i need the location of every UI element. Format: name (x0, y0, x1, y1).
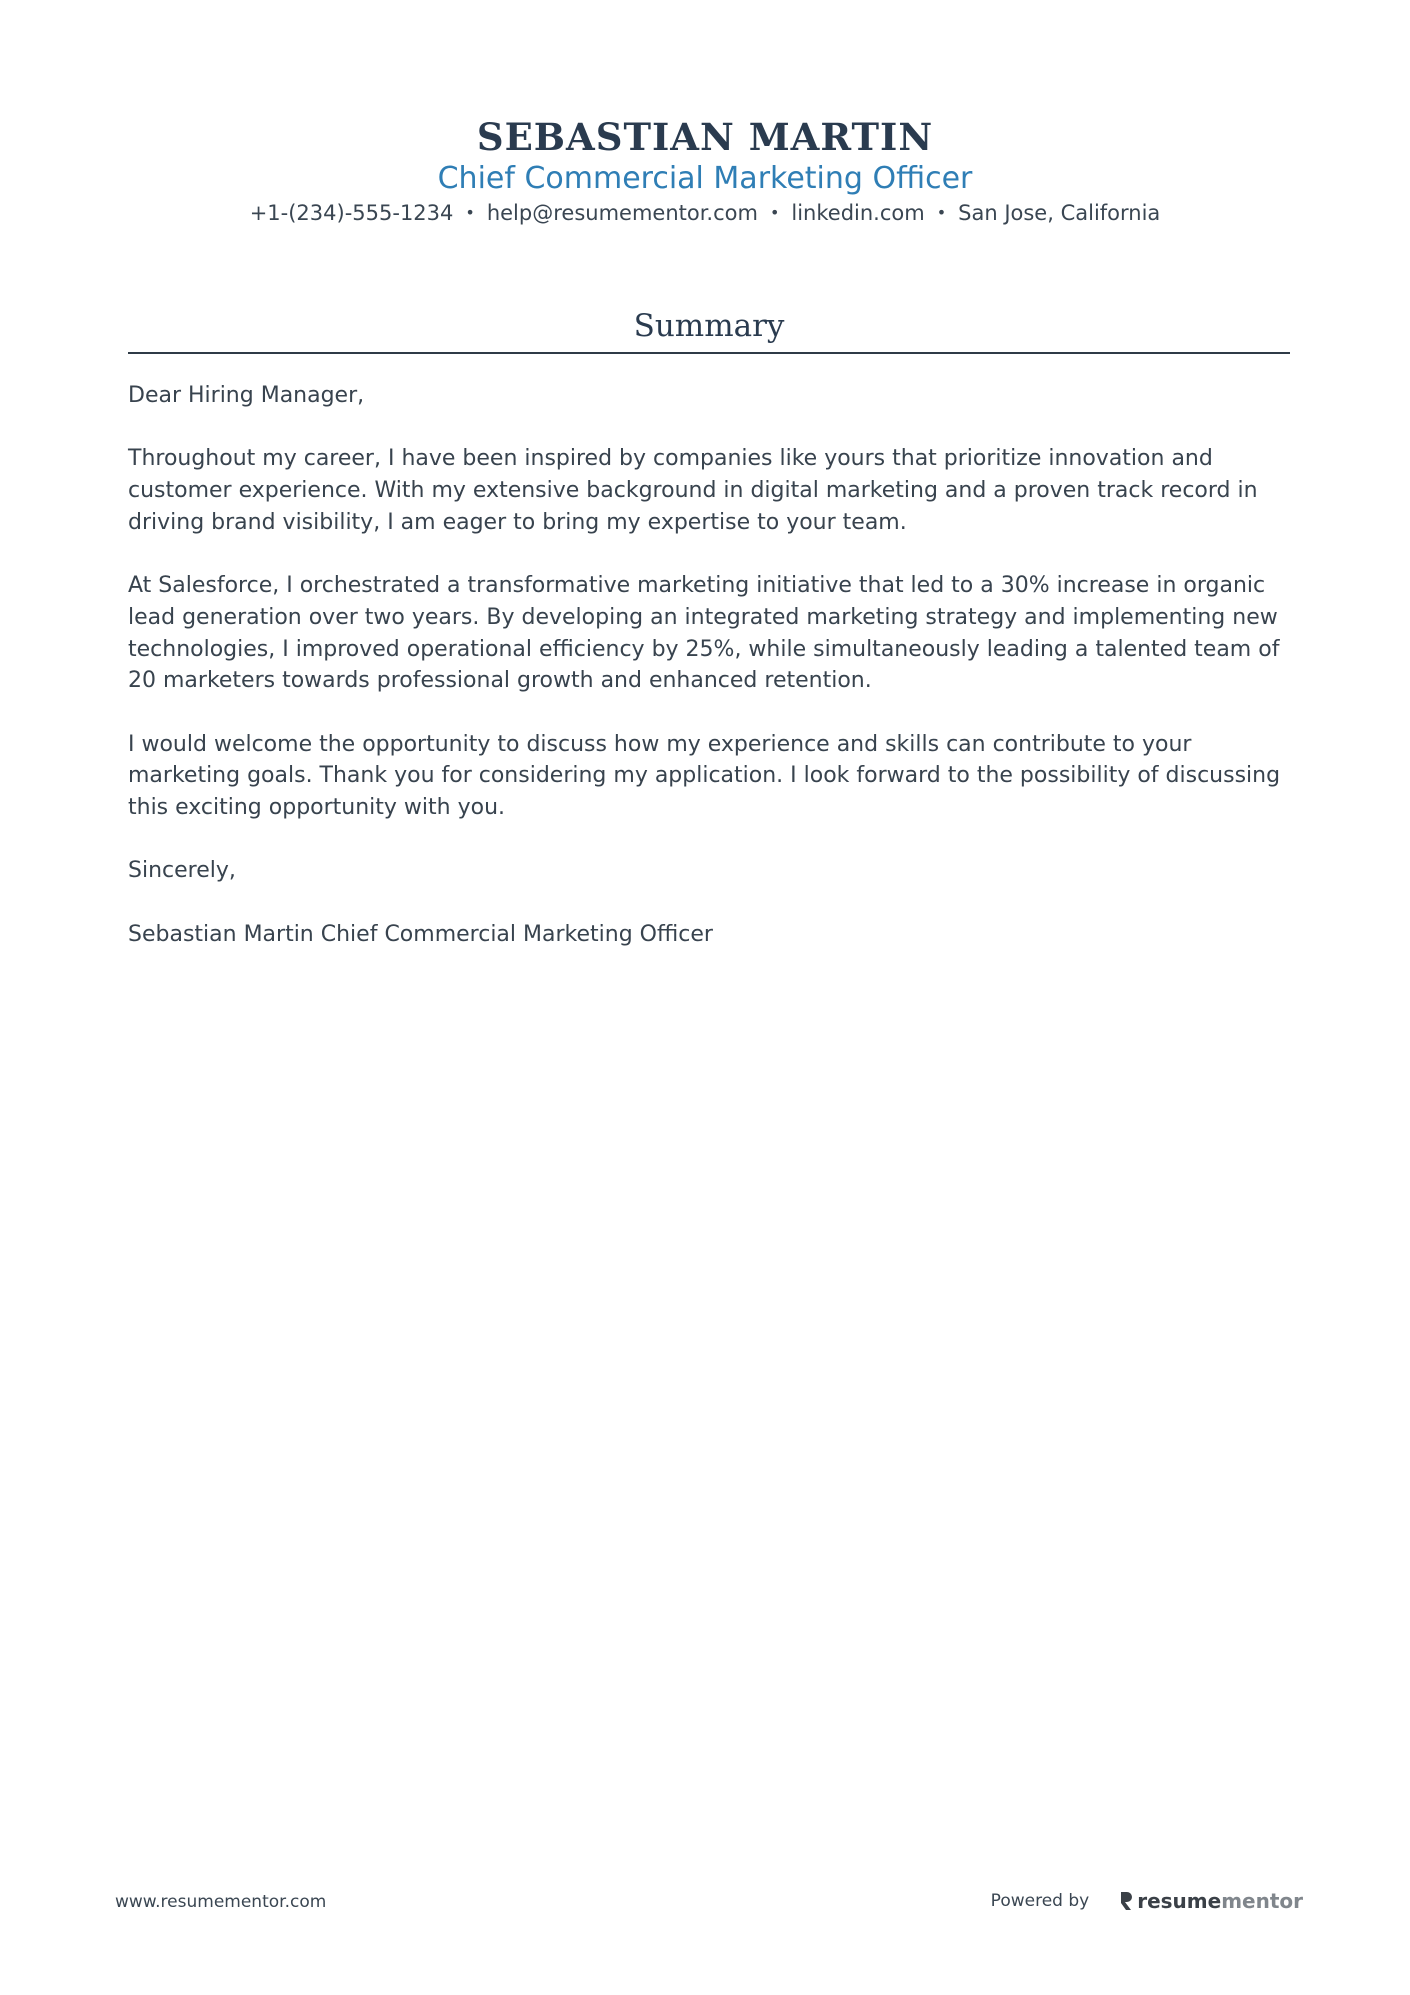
footer-branding (991, 1889, 1303, 1913)
contact-linkedin[interactable]: linkedin.com (791, 201, 925, 225)
contact-separator: • (936, 203, 947, 222)
footer-website[interactable]: www.resumementor.com (115, 1892, 327, 1912)
contact-separator: • (769, 203, 780, 222)
contact-location: San Jose, California (958, 201, 1161, 225)
letter-header (0, 112, 1410, 228)
applicant-role: Chief Commercial Marketing Officer (437, 161, 973, 196)
section-divider (128, 352, 1290, 354)
brand-name-light: mentor (1221, 1889, 1303, 1913)
resumementor-logo-icon (1119, 1890, 1133, 1912)
letter-paragraph: I would welcome the opportunity to discuss how my experience and skills can contribute to your marketing goals. Thank you for considering my application. I look forward to the possibility of discussing this exciting opportunity with you. (128, 731, 1281, 821)
section-title: Summary (633, 308, 785, 344)
brand-logo[interactable] (1119, 1889, 1303, 1913)
contact-email[interactable]: help@resumementor.com (486, 201, 758, 225)
letter-salutation: Dear Hiring Manager, (128, 383, 365, 408)
contact-separator: • (465, 203, 475, 222)
contact-line (0, 198, 1410, 228)
contact-phone: +1-(234)-555-1234 (249, 201, 454, 225)
powered-by-label: Powered by (990, 1891, 1090, 1911)
letter-body (128, 380, 1290, 982)
letter-paragraph: At Salesforce, I orchestrated a transformative marketing initiative that led to a 30% increase in organic lead generation over two years. By developing an integrated marketing strategy and implementing new technologies, I improved operational efficiency by 25%, while simultaneously leading a talented team of 20 marketers towards professional growth and enhanced retention. (128, 573, 1280, 694)
applicant-name: SEBASTIAN MARTIN (476, 115, 934, 159)
letter-closing: Sincerely, (128, 858, 236, 884)
brand-name-bold: resume (1137, 1889, 1222, 1913)
letter-paragraph: Throughout my career, I have been inspired by companies like yours that prioritize innovation and customer experience. With my extensive background in digital marketing and a proven track record in driving brand visibility, I am eager to bring my expertise to your team. (128, 446, 1258, 535)
letter-signature: Sebastian Martin Chief Commercial Marketing Officer (128, 921, 713, 947)
